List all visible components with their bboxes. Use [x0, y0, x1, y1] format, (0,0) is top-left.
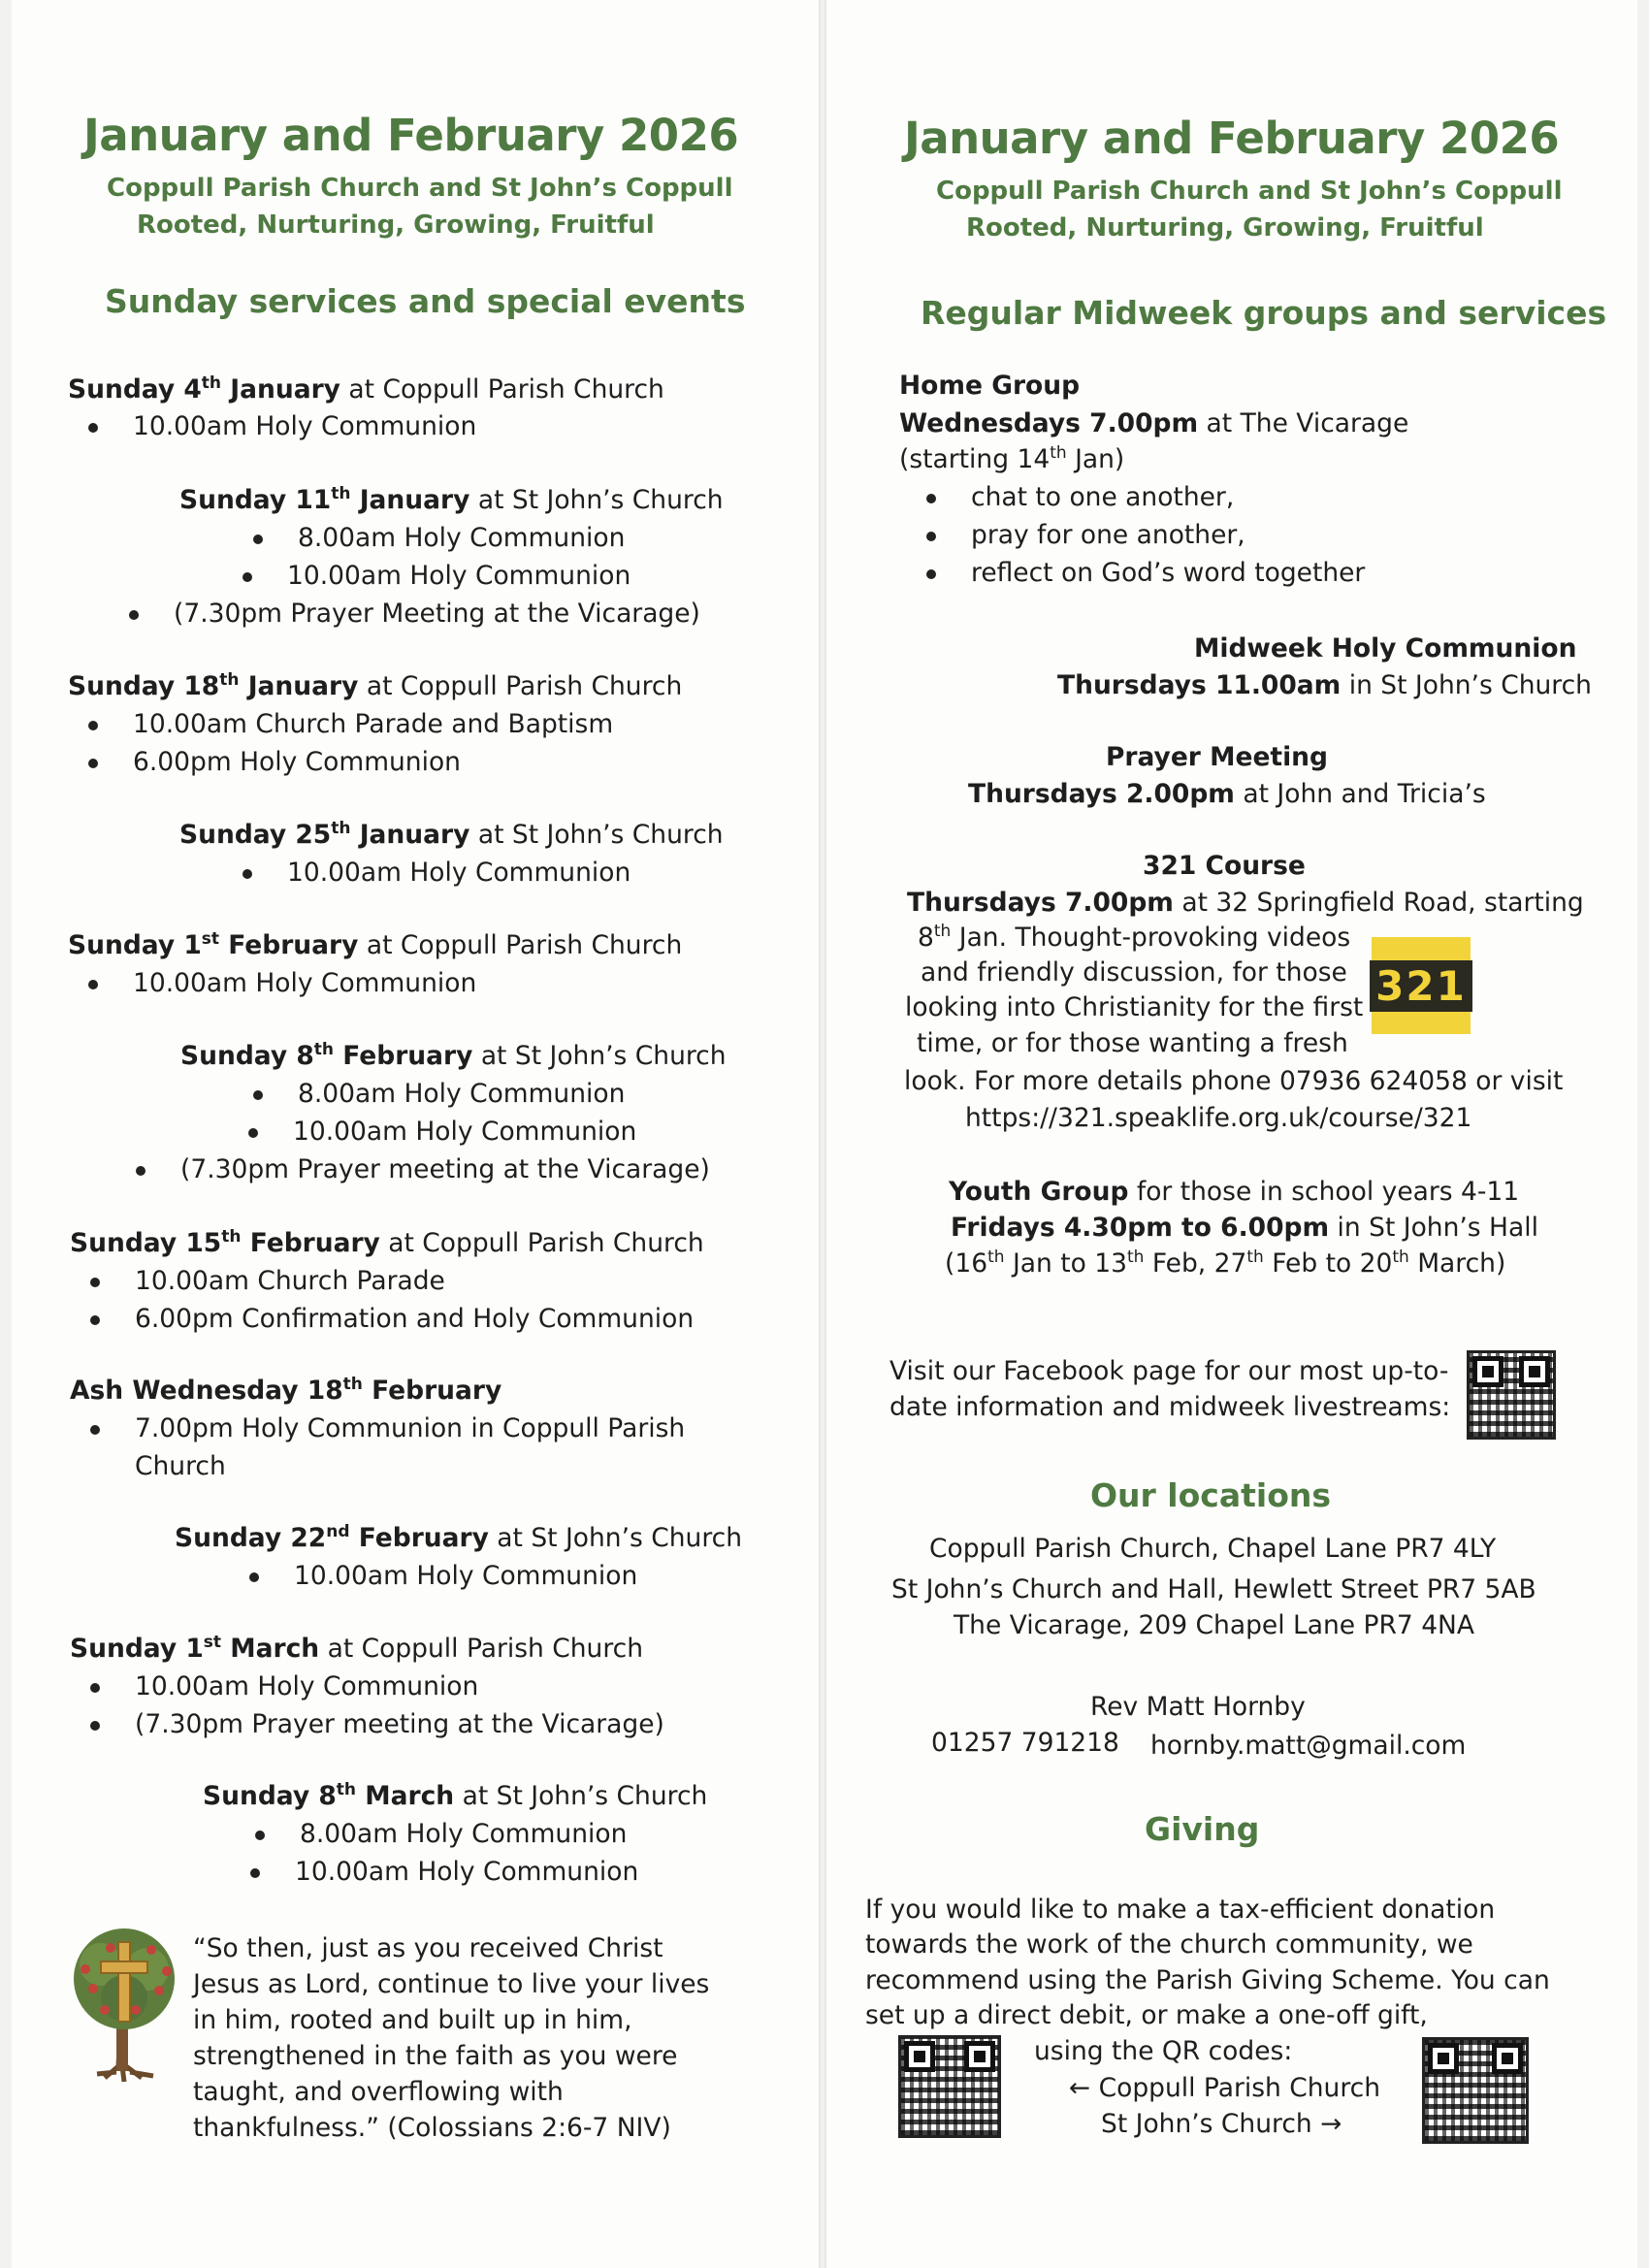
event-heading: Sunday 15th February at Coppull Parish Church — [70, 1227, 704, 1258]
event-item: 10.00am Holy Communion — [133, 408, 476, 445]
event-item: 10.00am Holy Communion — [287, 855, 630, 891]
midweek-communion-title: Midweek Holy Communion — [1194, 633, 1577, 664]
giving-text: towards the work of the church community, we — [865, 1929, 1473, 1960]
facebook-text: date information and midweek livestreams: — [889, 1392, 1451, 1422]
home-group-item: reflect on God’s word together — [971, 555, 1365, 592]
321-logo-text: 321 — [1370, 960, 1472, 1012]
course-text: and friendly discussion, for those — [921, 957, 1347, 988]
event-item: 10.00am Holy Communion — [287, 558, 630, 595]
bible-quote: “So then, just as you received Christ Jesus as Lord, continue to live your lives in him, rooted and built up in him, strengthened in the faith as you were taught, and overflowing with thankfulness.” (Colossians 2:6-7 NIV) — [193, 1933, 710, 2143]
home-group-title: Home Group — [899, 371, 1081, 401]
giving-qr-text: using the QR codes: — [1034, 2036, 1293, 2066]
event-heading: Sunday 4th January at Coppull Parish Church — [68, 373, 664, 405]
left-title: January and February 2026 — [83, 110, 739, 161]
giving-text: set up a direct debit, or make a one-off gift, — [865, 2000, 1428, 2030]
youth-group-dates: (16th Jan to 13th Feb, 27th Feb to 20th March) — [945, 1247, 1506, 1279]
event-item: 10.00am Holy Communion — [293, 1114, 636, 1150]
left-leaflet-page — [12, 0, 819, 2268]
home-group-item: chat to one another, — [971, 479, 1234, 516]
giving-text: If you would like to make a tax-efficient donation — [865, 1895, 1496, 1925]
event-item: 10.00am Holy Communion — [133, 965, 476, 1002]
facebook-text: Visit our Facebook page for our most up-to- — [889, 1356, 1449, 1386]
coppull-giving-qr-code[interactable] — [898, 2035, 1001, 2138]
event-heading: Sunday 11th January at St John’s Church — [179, 484, 724, 515]
event-item: 10.00am Holy Communion — [294, 1558, 637, 1595]
vicar-phone: 01257 791218 — [931, 1728, 1119, 1758]
event-heading: Sunday 25th January at St John’s Church — [179, 819, 724, 850]
vicar-email[interactable]: hornby.matt@gmail.com — [1150, 1731, 1467, 1761]
giving-heading: Giving — [1145, 1810, 1260, 1848]
course-time: Thursdays 7.00pm at 32 Springfield Road, starting — [907, 888, 1584, 918]
event-item: 6.00pm Holy Communion — [133, 744, 461, 781]
course-title: 321 Course — [1143, 851, 1306, 881]
giving-text: recommend using the Parish Giving Scheme. You can — [865, 1965, 1550, 1995]
prayer-meeting-time: Thursdays 2.00pm at John and Tricia’s — [968, 779, 1486, 809]
course-text: 8th Jan. Thought-provoking videos — [918, 922, 1351, 953]
right-section-heading: Regular Midweek groups and services — [921, 294, 1607, 332]
right-subtitle-churches: Coppull Parish Church and St John’s Coppull — [936, 177, 1563, 206]
locations-heading: Our locations — [1090, 1476, 1332, 1514]
course-text: time, or for those wanting a fresh — [917, 1028, 1348, 1058]
event-heading: Ash Wednesday 18th February — [70, 1375, 502, 1406]
home-group-time: Wednesdays 7.00pm at The Vicarage — [899, 408, 1409, 438]
home-group-start: (starting 14th Jan) — [899, 443, 1125, 474]
event-heading: Sunday 1st March at Coppull Parish Church — [70, 1633, 644, 1664]
location-line: The Vicarage, 209 Chapel Lane PR7 4NA — [954, 1610, 1475, 1640]
facebook-qr-code[interactable] — [1467, 1350, 1556, 1440]
event-item: 10.00am Church Parade — [135, 1263, 445, 1300]
event-item: 8.00am Holy Communion — [300, 1816, 627, 1853]
midweek-communion-time: Thursdays 11.00am in St John’s Church — [1057, 670, 1592, 700]
event-heading: Sunday 18th January at Coppull Parish Church — [68, 670, 683, 701]
event-item: 10.00am Holy Communion — [135, 1669, 478, 1705]
youth-group-title: Youth Group for those in school years 4-11 — [949, 1177, 1520, 1207]
location-line: St John’s Church and Hall, Hewlett Street PR7 5AB — [891, 1574, 1536, 1604]
stjohns-giving-qr-code[interactable] — [1422, 2037, 1529, 2144]
event-item-continued: Church — [135, 1451, 226, 1481]
giving-label-coppull: ← Coppull Parish Church — [1069, 2073, 1381, 2103]
event-item: 8.00am Holy Communion — [298, 520, 625, 557]
giving-label-stjohns: St John’s Church → — [1101, 2109, 1342, 2139]
event-item: 10.00am Holy Communion — [295, 1854, 638, 1891]
event-item: (7.30pm Prayer Meeting at the Vicarage) — [174, 596, 700, 632]
youth-group-time: Fridays 4.30pm to 6.00pm in St John’s Hall — [951, 1213, 1538, 1243]
right-leaflet-page — [826, 0, 1637, 2268]
event-item: 8.00am Holy Communion — [298, 1076, 625, 1113]
page-fold — [819, 0, 826, 2268]
left-section-heading: Sunday services and special events — [105, 282, 746, 320]
event-item: (7.30pm Prayer meeting at the Vicarage) — [135, 1706, 664, 1743]
right-subtitle-motto: Rooted, Nurturing, Growing, Fruitful — [966, 213, 1484, 243]
tree-cross-icon — [62, 1921, 188, 2086]
event-heading: Sunday 22nd February at St John’s Church — [175, 1522, 743, 1553]
event-item: (7.30pm Prayer meeting at the Vicarage) — [180, 1151, 710, 1188]
event-item: 6.00pm Confirmation and Holy Communion — [135, 1301, 694, 1338]
prayer-meeting-title: Prayer Meeting — [1106, 742, 1329, 772]
321-logo-icon — [1372, 937, 1471, 1034]
course-link[interactable]: https://321.speaklife.org.uk/course/321 — [965, 1103, 1472, 1133]
right-title: January and February 2026 — [904, 113, 1560, 164]
event-heading: Sunday 8th February at St John’s Church — [180, 1040, 727, 1071]
course-text: look. For more details phone 07936 624058 or visit — [904, 1066, 1564, 1096]
event-item: 10.00am Church Parade and Baptism — [133, 706, 613, 743]
event-heading: Sunday 1st February at Coppull Parish Church — [68, 929, 683, 960]
vicar-name: Rev Matt Hornby — [1090, 1692, 1306, 1722]
left-subtitle-churches: Coppull Parish Church and St John’s Coppull — [107, 174, 733, 203]
home-group-item: pray for one another, — [971, 517, 1245, 554]
event-item: 7.00pm Holy Communion in Coppull Parish — [135, 1410, 685, 1447]
event-heading: Sunday 8th March at St John’s Church — [203, 1780, 708, 1811]
course-text: looking into Christianity for the first — [905, 992, 1364, 1022]
location-line: Coppull Parish Church, Chapel Lane PR7 4LY — [929, 1534, 1497, 1564]
left-subtitle-motto: Rooted, Nurturing, Growing, Fruitful — [137, 211, 655, 240]
